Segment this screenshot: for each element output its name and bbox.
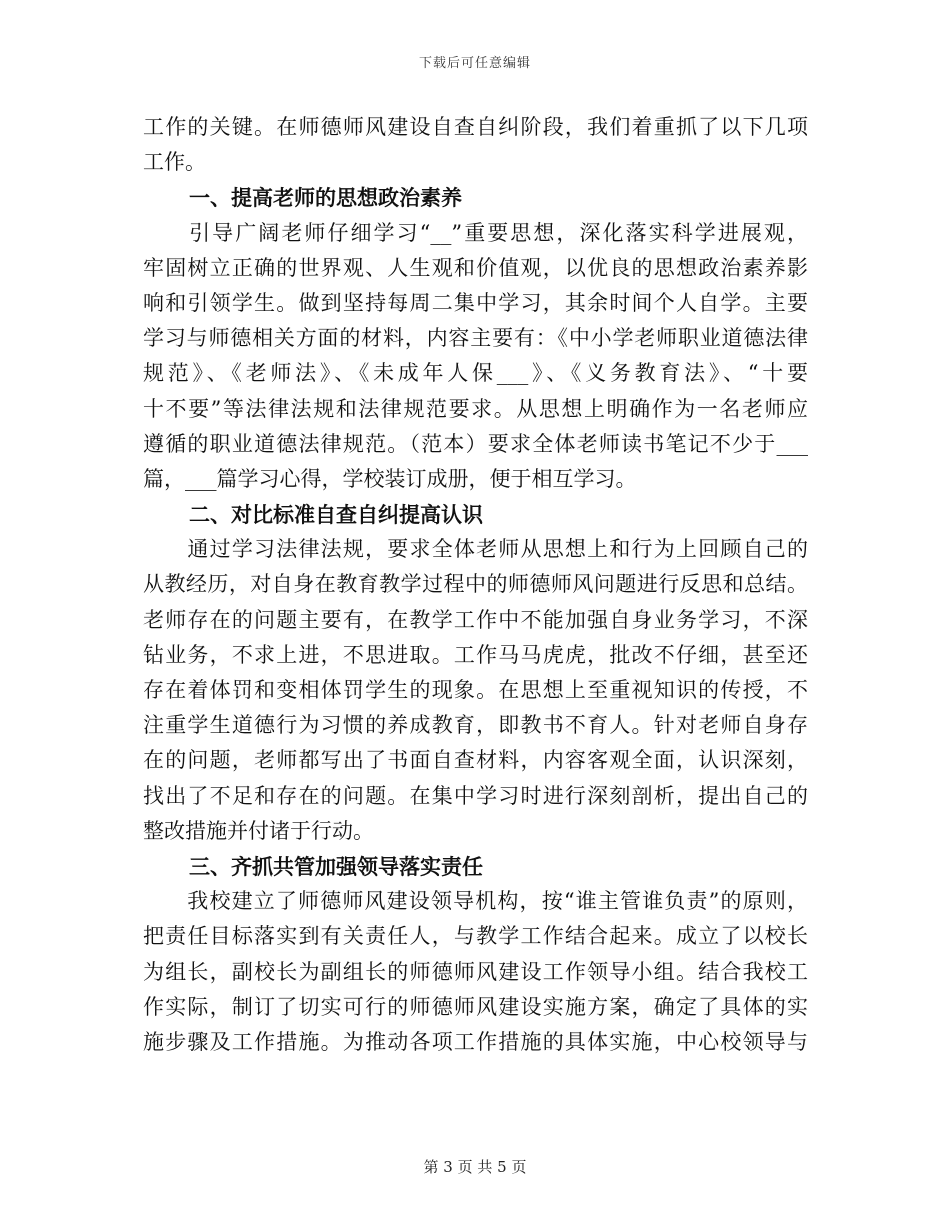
- body-text-line: 在的问题，老师都写出了书面自查材料，内容客观全面，认识深刻，: [143, 748, 808, 773]
- body-text-line: 从教经历，对自身在教育教学过程中的师德师风问题进行反思和总结。: [143, 572, 808, 597]
- body-text-line: 施步骤及工作措施。为推动各项工作措施的具体实施，中心校领导与: [143, 1029, 808, 1054]
- section-heading: 一、提高老师的思想政治素养: [189, 185, 462, 211]
- document-body: [143, 110, 808, 1060]
- body-text-line: 规范》、《老师法》、《未成年人保___》、《义务教育法》、“十要: [143, 361, 808, 386]
- body-text-line: 通过学习法律法规，要求全体老师从思想上和行为上回顾自己的: [143, 537, 808, 562]
- body-text-line: 十不要”等法律法规和法律规范要求。从思想上明确作为一名老师应: [143, 396, 808, 421]
- body-text-line: 注重学生道德行为习惯的养成教育，即教书不育人。针对老师自身存: [143, 713, 808, 738]
- body-text-line: 把责任目标落实到有关责任人，与教学工作结合起来。成立了以校长: [143, 924, 808, 949]
- page-header-note: 下载后可任意编辑: [418, 56, 531, 71]
- body-text-line: 老师存在的问题主要有，在教学工作中不能加强自身业务学习，不深: [143, 607, 808, 632]
- body-text-line: 钻业务，不求上进，不思进取。工作马马虎虎，批改不仔细，甚至还: [143, 642, 808, 667]
- section-heading: 二、对比标准自查自纠提高认识: [189, 502, 483, 528]
- body-text-line: 工作的关键。在师德师风建设自查自纠阶段，我们着重抓了以下几项: [143, 115, 808, 139]
- body-text-line: 为组长，副校长为副组长的师德师风建设工作领导小组。结合我校工: [143, 959, 808, 984]
- body-text-line: 我校建立了师德师风建设领导机构，按“谁主管谁负责”的原则，: [143, 889, 808, 914]
- body-text-line: 响和引领学生。做到坚持每周二集中学习，其余时间个人自学。主要: [143, 290, 808, 315]
- body-text-line: 牢固树立正确的世界观、人生观和价值观，以优良的思想政治素养影: [143, 255, 808, 280]
- body-text-line: 篇，___篇学习心得，学校装订成册，便于相互学习。: [143, 466, 637, 491]
- body-text-line: 工作。: [143, 150, 206, 175]
- body-text-line: 整改措施并付诸于行动。: [143, 818, 374, 843]
- page-number: 第 3 页 共 5 页: [423, 1158, 527, 1176]
- body-text-line: 存在着体罚和变相体罚学生的现象。在思想上至重视知识的传授，不: [143, 678, 808, 702]
- section-heading: 三、齐抓共管加强领导落实责任: [189, 853, 483, 879]
- body-text-line: 学习与师德相关方面的材料，内容主要有：《中小学老师职业道德法律: [143, 326, 808, 351]
- body-text-line: 引导广阔老师仔细学习“__”重要思想，深化落实科学进展观，: [143, 220, 808, 245]
- body-text-line: 找出了不足和存在的问题。在集中学习时进行深刻剖析，提出自己的: [143, 783, 808, 808]
- body-text-line: 遵循的职业道德法律规范。（范本）要求全体老师读书笔记不少于___: [143, 431, 808, 456]
- body-text-line: 作实际，制订了切实可行的师德师风建设实施方案，确定了具体的实: [143, 994, 808, 1019]
